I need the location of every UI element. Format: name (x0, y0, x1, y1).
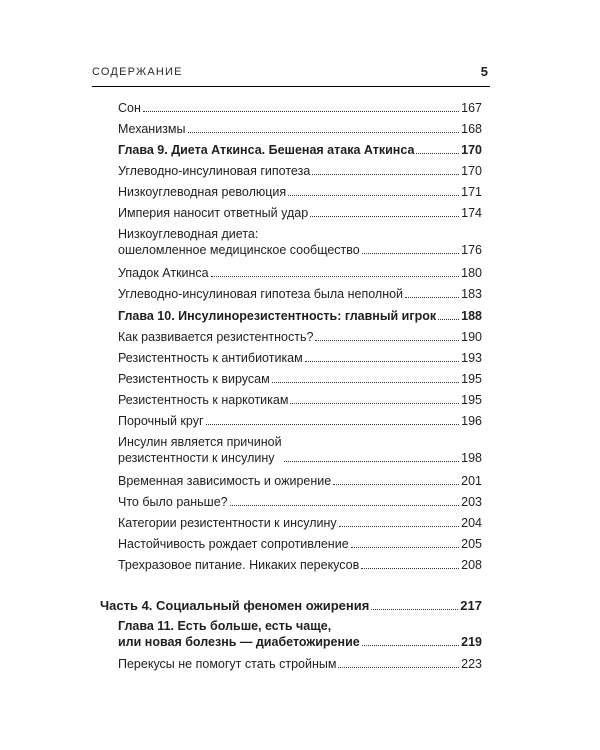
toc-entry-title: Перекусы не помогут стать стройным (118, 657, 337, 671)
toc-entry (118, 121, 482, 137)
dot-leader (312, 173, 459, 175)
toc-entry-page: 176 (461, 243, 482, 257)
toc-entry-title: Углеводно-инсулиновая гипотеза была неполной (118, 287, 404, 301)
toc-entry-page: 170 (461, 143, 482, 157)
dot-leader (211, 275, 460, 277)
toc-entry (118, 350, 482, 366)
toc-entry (118, 515, 482, 531)
page-number: 5 (480, 64, 488, 79)
toc-entry-title: Резистентность к антибиотикам (118, 351, 303, 365)
toc-entry-title: Империя наносит ответный удар (118, 206, 309, 220)
toc-entry-page: 174 (461, 206, 482, 220)
toc-entry-page: 170 (461, 164, 482, 178)
toc-entry-title: Низкоуглеводная диета: ошеломленное медицинское сообщество (118, 227, 360, 257)
toc-entry (118, 205, 482, 221)
dot-leader (339, 525, 459, 527)
toc-entry-page: 223 (461, 657, 482, 671)
toc-entry-page: 171 (461, 185, 482, 199)
toc-entry-page: 196 (461, 414, 482, 428)
dot-leader (362, 644, 459, 646)
dot-leader (310, 215, 459, 217)
toc-entry-page: 183 (461, 287, 482, 301)
dot-leader (284, 460, 460, 462)
dot-leader (230, 504, 460, 506)
toc-entry-title: Резистентность к наркотикам (118, 393, 289, 407)
toc-entry-page: 198 (461, 451, 482, 465)
running-title: СОДЕРЖАНИЕ (92, 66, 183, 78)
toc-entry-title: Глава 10. Инсулинорезистентность: главный игрок (118, 309, 437, 323)
toc-entry (118, 536, 482, 552)
dot-leader (338, 666, 459, 668)
toc-entry (118, 434, 482, 466)
toc-entry-page: 205 (461, 537, 482, 551)
toc-entry (118, 656, 482, 672)
toc-chapter-entry (118, 308, 482, 324)
dot-leader (351, 546, 459, 548)
dot-leader (371, 608, 458, 610)
toc-entry-page: 180 (461, 266, 482, 280)
dot-leader (143, 110, 459, 112)
toc-entry (118, 413, 482, 429)
toc-entry (118, 163, 482, 179)
toc-entry-title: Порочный круг (118, 414, 204, 428)
toc-entry-page: 195 (461, 393, 482, 407)
toc-entry-page: 208 (461, 558, 482, 572)
toc-entry-title: Настойчивость рождает сопротивление (118, 537, 349, 551)
dot-leader (315, 339, 459, 341)
dot-leader (362, 252, 459, 254)
toc-chapter-entry (118, 142, 482, 158)
dot-leader (272, 381, 459, 383)
toc-entry-page: 195 (461, 372, 482, 386)
dot-leader (188, 131, 460, 133)
toc-entry-page: 217 (460, 598, 482, 613)
toc-chapter-entry (118, 618, 482, 650)
toc-entry-title: Часть 4. Социальный феномен ожирения (100, 598, 370, 613)
toc-entry-title: Резистентность к вирусам (118, 372, 270, 386)
toc-entry-page: 204 (461, 516, 482, 530)
toc-entry-title: Упадок Аткинса (118, 266, 209, 280)
toc-entry (118, 371, 482, 387)
toc-entry (118, 392, 482, 408)
toc-entry-title: Низкоуглеводная революция (118, 185, 287, 199)
toc-entry (118, 329, 482, 345)
toc-entry-page: 193 (461, 351, 482, 365)
toc-entry-title: Глава 11. Есть больше, есть чаще, или новая болезнь — диабетожирение (118, 619, 360, 649)
dot-leader (290, 402, 459, 404)
toc-entry-page: 201 (461, 474, 482, 488)
toc-entry (118, 265, 482, 281)
toc-entry (118, 473, 482, 489)
toc-entry-title: Категории резистентности к инсулину (118, 516, 337, 530)
toc-entry-page: 203 (461, 495, 482, 509)
toc-entry (118, 226, 482, 258)
toc-entry-title: Как развивается резистентность? (118, 330, 314, 344)
toc-entry-title: Что было раньше? (118, 495, 228, 509)
toc-entry-title: Инсулин является причиной резистентности к инсулину (118, 435, 282, 465)
toc-part-entry (100, 598, 482, 614)
toc-entry-page: 188 (461, 309, 482, 323)
toc-entry-title: Сон (118, 101, 141, 115)
toc-entry (118, 286, 482, 302)
dot-leader (361, 567, 459, 569)
toc-entry (118, 494, 482, 510)
toc-entry-page: 190 (461, 330, 482, 344)
toc-entry-title: Механизмы (118, 122, 186, 136)
toc-entry-title: Временная зависимость и ожирение (118, 474, 332, 488)
toc-entry-title: Глава 9. Диета Аткинса. Бешеная атака Аткинса (118, 143, 415, 157)
dot-leader (333, 483, 459, 485)
toc-entry (118, 557, 482, 573)
toc-entry-page: 167 (461, 101, 482, 115)
dot-leader (288, 194, 459, 196)
dot-leader (305, 360, 459, 362)
dot-leader (206, 423, 460, 425)
toc-entry-title: Трехразовое питание. Никаких перекусов (118, 558, 360, 572)
dot-leader (438, 318, 459, 320)
toc-entry-page: 219 (461, 635, 482, 649)
toc-entry (118, 184, 482, 200)
running-head (92, 64, 490, 87)
toc-entry-title: Углеводно-инсулиновая гипотеза (118, 164, 311, 178)
dot-leader (416, 152, 459, 154)
toc-entry-page: 168 (461, 122, 482, 136)
dot-leader (405, 296, 459, 298)
toc-entry (118, 100, 482, 116)
